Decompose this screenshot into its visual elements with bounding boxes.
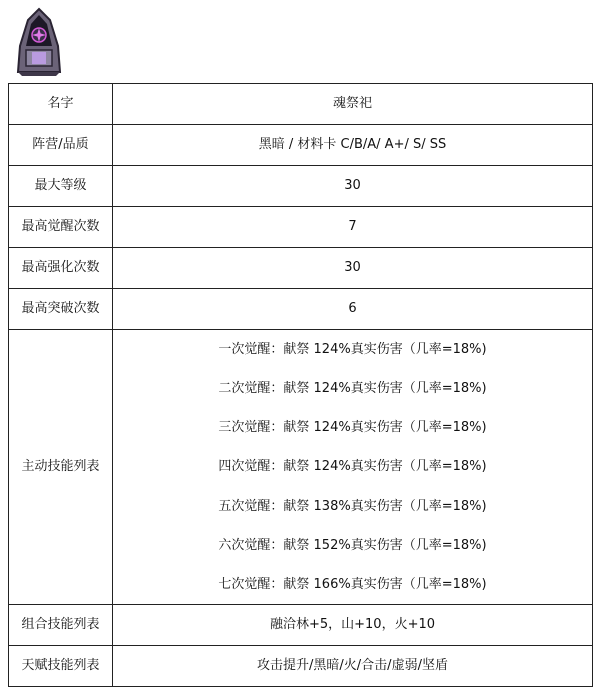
hooded-dark-priest-icon bbox=[14, 6, 64, 78]
active-skills-label: 主动技能列表 bbox=[9, 330, 113, 605]
max-enhance-row bbox=[9, 248, 593, 289]
skill-line: 一次觉醒：献祭 124%真实伤害（几率=18%) bbox=[218, 342, 487, 358]
row-value: 黑暗 / 材料卡 C/B/A/ A+/ S/ SS bbox=[113, 125, 593, 166]
card-info-table bbox=[8, 83, 593, 687]
faction-quality-row bbox=[9, 125, 593, 166]
row-value: 6 bbox=[113, 289, 593, 330]
row-value: 30 bbox=[113, 166, 593, 207]
skill-line: 二次觉醒：献祭 124%真实伤害（几率=18%) bbox=[218, 381, 487, 397]
row-label: 最高突破次数 bbox=[9, 289, 113, 330]
row-label: 最高觉醒次数 bbox=[9, 207, 113, 248]
max-awaken-row bbox=[9, 207, 593, 248]
skill-line: 七次觉醒：献祭 166%真实伤害（几率=18%) bbox=[218, 576, 487, 592]
skill-line: 四次觉醒：献祭 124%真实伤害（几率=18%) bbox=[218, 459, 487, 475]
active-skills-row bbox=[9, 330, 593, 605]
row-value: 魂祭祀 bbox=[113, 84, 593, 125]
combo-skills-row bbox=[9, 605, 593, 646]
row-value: 30 bbox=[113, 248, 593, 289]
row-label: 阵营/品质 bbox=[9, 125, 113, 166]
active-skills-list bbox=[113, 330, 593, 605]
max-breakthrough-row bbox=[9, 289, 593, 330]
combo-skills-value: 融洽林+5，山+10，火+10 bbox=[113, 605, 593, 646]
talent-skills-label: 天赋技能列表 bbox=[9, 646, 113, 687]
row-label: 最高强化次数 bbox=[9, 248, 113, 289]
row-value: 7 bbox=[113, 207, 593, 248]
skill-line: 三次觉醒：献祭 124%真实伤害（几率=18%) bbox=[218, 420, 487, 436]
row-label: 名字 bbox=[9, 84, 113, 125]
skill-line: 五次觉醒：献祭 138%真实伤害（几率=18%) bbox=[218, 498, 487, 514]
row-label: 最大等级 bbox=[9, 166, 113, 207]
combo-skills-label: 组合技能列表 bbox=[9, 605, 113, 646]
talent-skills-row bbox=[9, 646, 593, 687]
max-level-row bbox=[9, 166, 593, 207]
name-row bbox=[9, 84, 593, 125]
talent-skills-value: 攻击提升/黑暗/火/合击/虚弱/坚盾 bbox=[113, 646, 593, 687]
skill-line: 六次觉醒：献祭 152%真实伤害（几率=18%) bbox=[218, 537, 487, 553]
